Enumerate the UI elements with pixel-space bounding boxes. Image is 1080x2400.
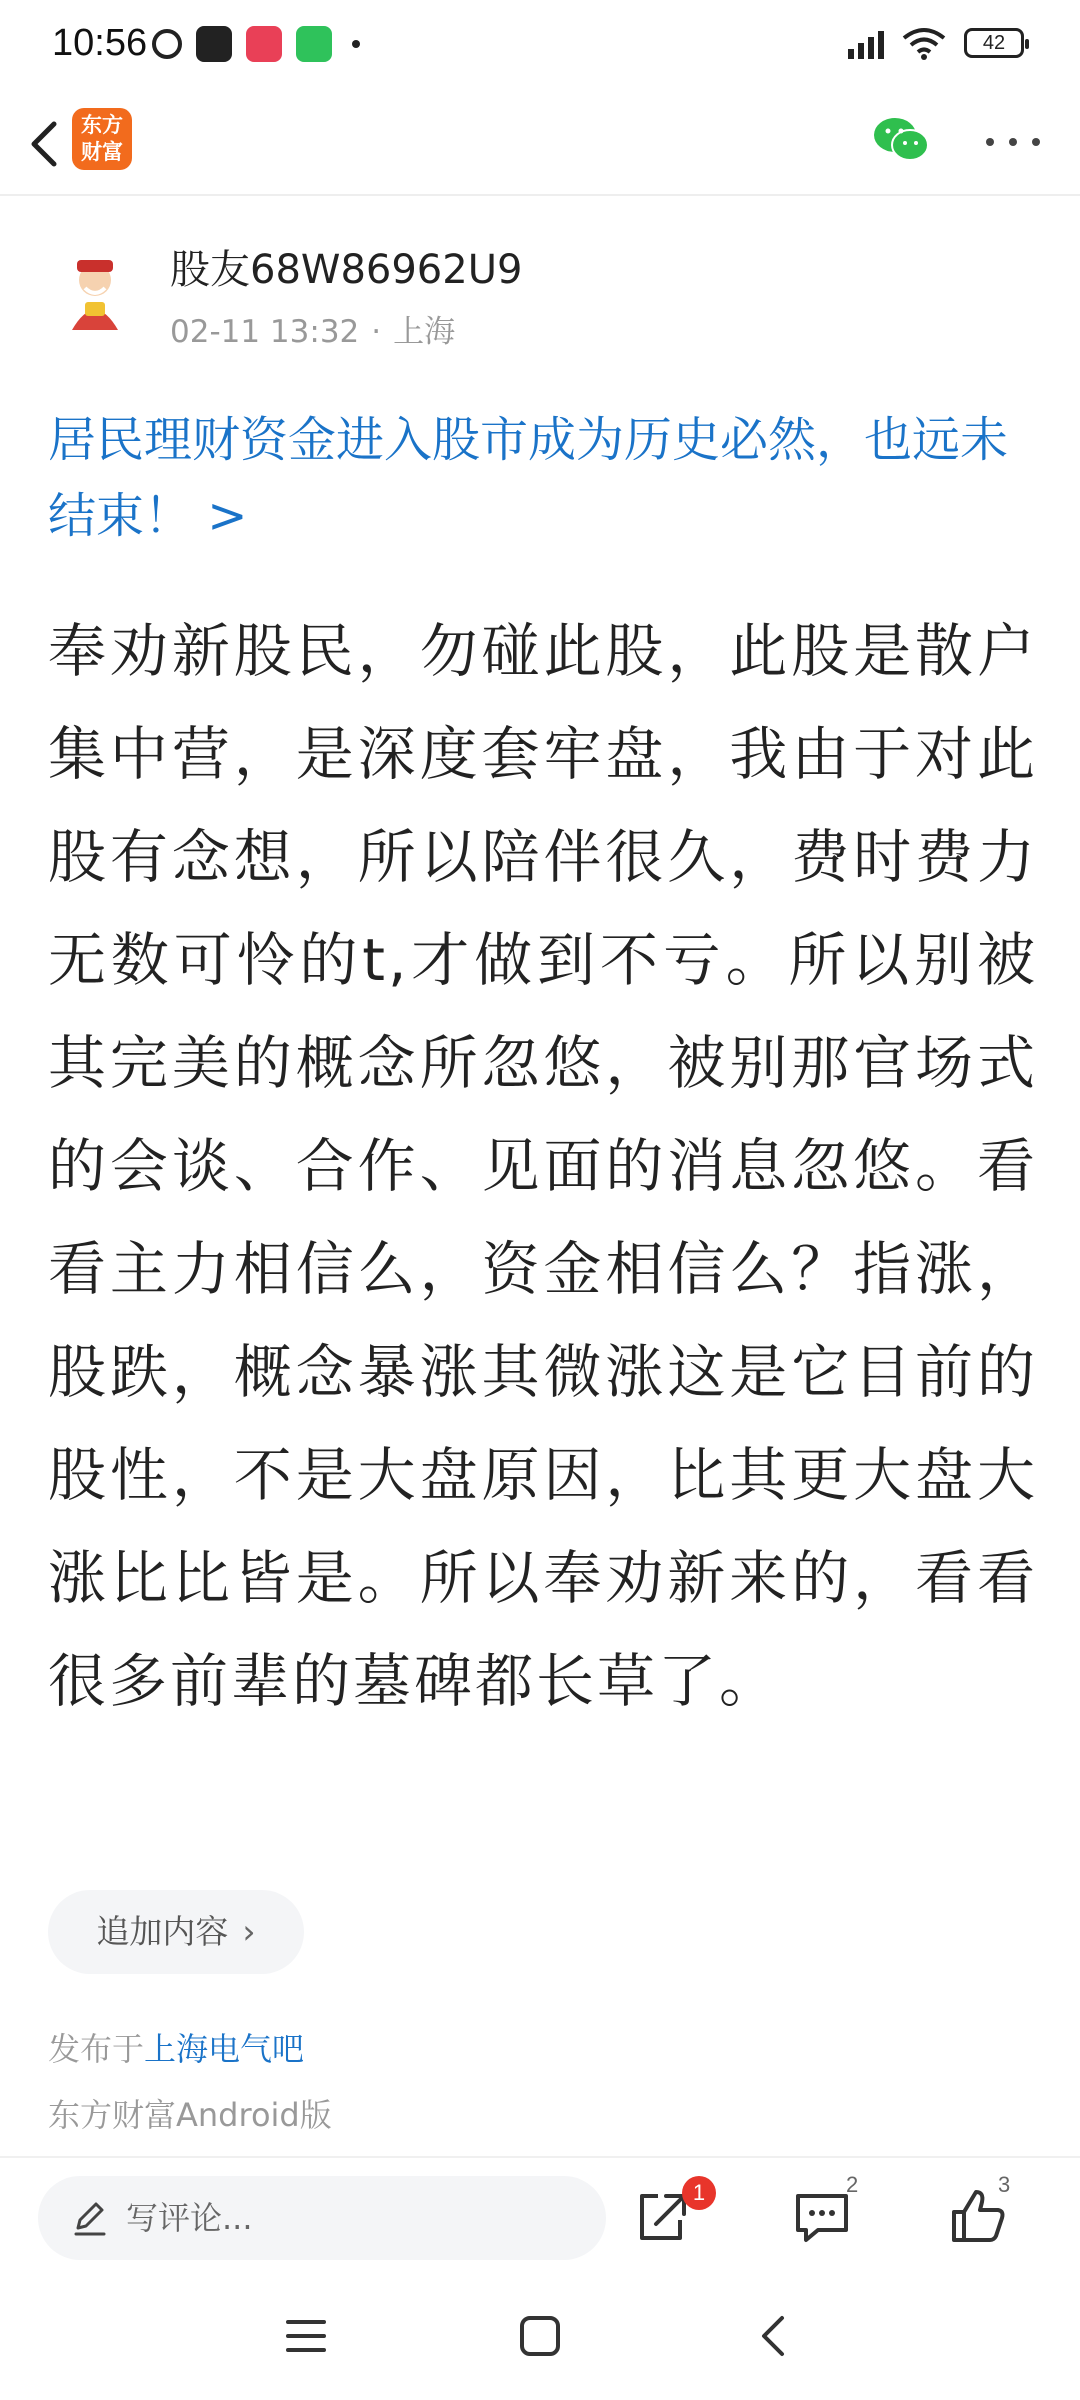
comment-placeholder: 写评论... — [126, 2199, 253, 2237]
back-icon[interactable] — [20, 118, 72, 170]
status-bar — [0, 0, 1080, 92]
share-badge: 1 — [682, 2176, 716, 2210]
comment-icon[interactable] — [790, 2184, 854, 2248]
post-title-link[interactable]: 居民理财资金进入股市成为历史必然，也远未结束！ > — [48, 412, 1009, 544]
post-location: 上海 — [393, 314, 456, 350]
status-icons-right — [848, 26, 1024, 60]
bottom-action-bar — [0, 2156, 1080, 2278]
chevron-right-icon: › — [242, 1912, 256, 1951]
menu-icon[interactable] — [284, 2314, 328, 2358]
battery-icon: 42 — [964, 28, 1024, 58]
alarm-icon — [152, 29, 182, 59]
add-content-label: 追加内容 — [96, 1912, 229, 1951]
more-icon[interactable] — [980, 132, 1046, 152]
app-icon — [196, 26, 232, 62]
logo-text-line2: 财富 — [81, 140, 123, 164]
home-icon[interactable] — [518, 2314, 562, 2358]
comment-input[interactable] — [38, 2176, 606, 2260]
wechat-icon — [296, 26, 332, 62]
app-icon — [246, 26, 282, 62]
wifi-icon — [902, 26, 946, 60]
status-time: 10:56 — [52, 22, 148, 64]
post-content: 奉劝新股民，勿碰此股，此股是散户集中营，是深度套牢盘，我由于对此股有念想，所以陪伴很久，费时费力无数可怜的t,才做到不亏。所以别被其完美的概念所忽悠，被别那官场式的会谈、合作、见面的消息忽悠。看看主力相信么，资金相信么？指涨，股跌，概念暴涨其微涨这是它目前的股性，不是大盘原因，比其更大盘大涨比比皆是。所以奉劝新来的，看看很多前辈的墓碑都长草了。 — [48, 617, 1038, 1715]
avatar[interactable] — [52, 250, 138, 336]
status-icons-left — [152, 26, 360, 62]
notification-dot-icon — [352, 40, 360, 48]
back-nav-icon[interactable] — [752, 2314, 796, 2358]
post-source: 东方财富Android版 — [48, 2096, 332, 2134]
published-prefix: 发布于 — [48, 2030, 145, 2068]
post-meta — [170, 306, 455, 351]
top-nav-bar — [0, 92, 1080, 196]
like-count: 3 — [998, 2172, 1011, 2197]
comment-count: 2 — [846, 2172, 859, 2197]
post-date: 02-11 13:32 — [170, 314, 360, 350]
forum-link[interactable]: 上海电气吧 — [144, 2030, 305, 2068]
system-nav-bar — [0, 2280, 1080, 2400]
meta-separator: · — [371, 314, 382, 350]
hd-signal-icon — [848, 27, 884, 59]
app-logo[interactable] — [72, 108, 132, 170]
pencil-icon — [72, 2200, 108, 2236]
add-content-button[interactable] — [48, 1890, 304, 1974]
wechat-share-icon[interactable] — [872, 114, 932, 164]
author-name[interactable]: 股友68W86962U9 — [170, 247, 523, 293]
published-in — [48, 2024, 304, 2070]
logo-text-line1: 东方 — [81, 113, 123, 137]
